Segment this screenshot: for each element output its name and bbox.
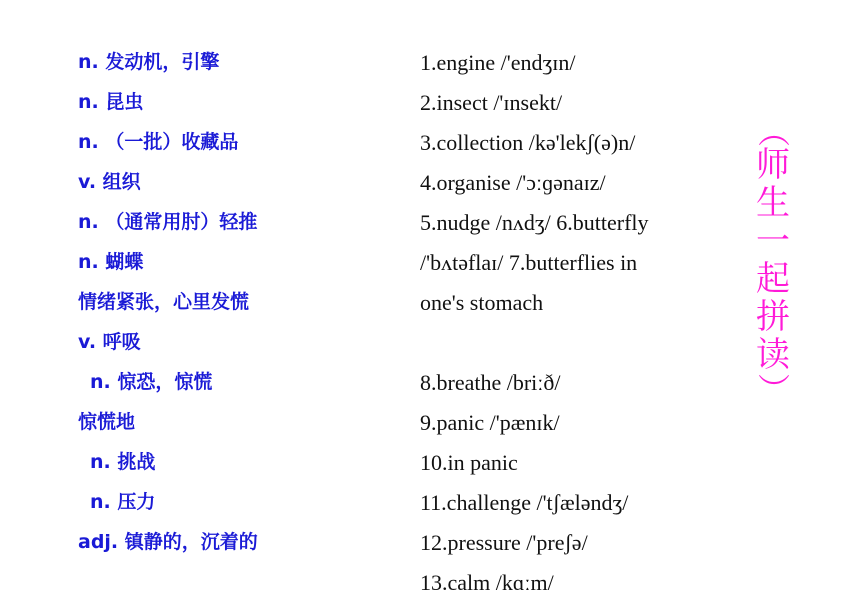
side-note-char: 读 (756, 335, 790, 375)
side-note-char: 生 (756, 183, 790, 223)
vocab-line-breathe: 8.breathe /briːð/ (420, 370, 561, 395)
meaning-nudge: n. （通常用肘）轻推 (78, 211, 258, 233)
vocab-line-challenge: 11.challenge /'tʃæləndʒ/ (420, 490, 629, 515)
vocab-line-butterfly-phonetic: /'bʌtəflaɪ/ 7.butterflies in (420, 250, 638, 275)
meaning-breathe: v. 呼吸 (78, 331, 141, 353)
side-note-open-paren: （ (754, 114, 792, 147)
side-note-char: 一 (756, 221, 790, 261)
side-note-char: 起 (756, 259, 790, 299)
meaning-panic: n. 惊恐，惊慌 (90, 371, 213, 393)
vocab-line-calm: 13.calm /kɑːm/ (420, 570, 554, 595)
meaning-insect: n. 昆虫 (78, 91, 144, 113)
side-note-char: 拼 (756, 297, 790, 337)
vocab-line-panic: 9.panic /'pænɪk/ (420, 410, 560, 435)
vocab-line-organise: 4.organise /'ɔːɡənaɪz/ (420, 170, 606, 195)
vocab-line-insect: 2.insect /'ɪnsekt/ (420, 90, 563, 115)
vocab-line-pressure: 12.pressure /'preʃə/ (420, 530, 588, 555)
meaning-in-panic: 惊慌地 (78, 411, 136, 433)
meaning-collection: n. （一批）收藏品 (78, 131, 239, 153)
side-note-close-paren: ） (754, 372, 792, 405)
vocab-line-collection: 3.collection /kə'lekʃ(ə)n/ (420, 130, 636, 155)
side-note-char: 师 (756, 145, 790, 185)
vocab-line-in-panic: 10.in panic (420, 450, 518, 475)
meaning-engine: n. 发动机，引擎 (78, 51, 220, 73)
vocab-line-ones-stomach: one's stomach (420, 290, 544, 315)
meaning-butterflies-in-stomach: 情绪紧张，心里发慌 (78, 291, 250, 313)
meaning-calm: adj. 镇静的，沉着的 (78, 531, 258, 553)
meaning-challenge: n. 挑战 (90, 451, 156, 473)
meaning-organise: v. 组织 (78, 171, 141, 193)
meaning-butterfly: n. 蝴蝶 (78, 251, 144, 273)
vocab-line-nudge-butterfly: 5.nudge /nʌdʒ/ 6.butterfly (420, 210, 649, 235)
english-vocabulary-list (420, 43, 690, 595)
meaning-pressure: n. 压力 (90, 491, 156, 513)
vocab-line-engine: 1.engine /'endʒɪn/ (420, 50, 576, 75)
side-note-read-together (744, 114, 802, 405)
